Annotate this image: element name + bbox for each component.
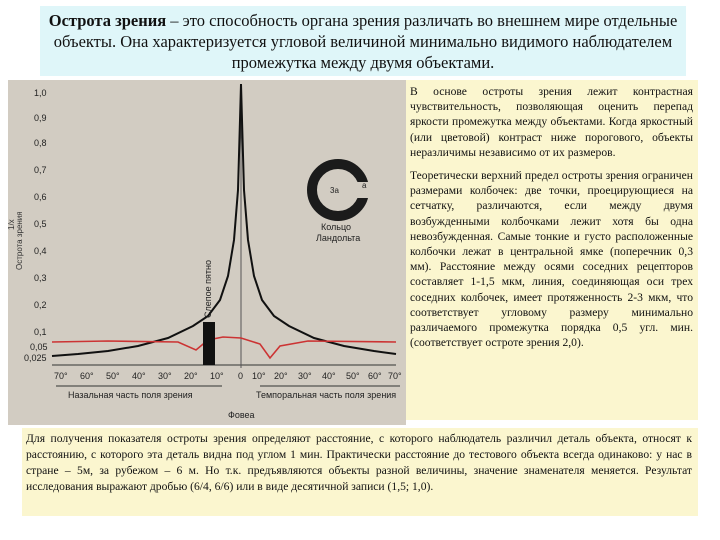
x-tick-t10: 10° <box>252 371 266 381</box>
y-tick-02: 0,2 <box>34 300 47 310</box>
ring-mark-a: 3а <box>330 186 339 195</box>
side-panel <box>410 84 693 358</box>
x-tick-n70: 70° <box>54 371 68 381</box>
x-tick-n30: 30° <box>158 371 172 381</box>
bottom-paragraph: Для получения показателя остроты зрения определяют расстояние, с которого наблюдатель различил деталь объекта, относят к расстоянию, с которого эта деталь видна под углом 1 мин. Практически расстояние до тестового объекта всегда одинаково: у нас в стране – 5м, за рубежом – 6 м. Но т.к. предъявляются объекты разной величины, значение знаменателя меняется. Результат исследования выражают дробью (6/4, 6/6) или в виде десятичной записи (1,5; 1,0). <box>26 432 692 493</box>
y-tick-09: 0,9 <box>34 113 47 123</box>
x-tick-n40: 40° <box>132 371 146 381</box>
y-tick-05: 0,5 <box>34 219 47 229</box>
y-tick-005: 0,05 <box>30 342 48 352</box>
y-tick-1: 1,0 <box>34 88 47 98</box>
temporal-label: Темпоральная часть поля зрения <box>256 390 397 400</box>
y-tick-07: 0,7 <box>34 165 47 175</box>
blind-spot-label: Слепое пятно <box>203 260 213 318</box>
y-tick-04: 0,4 <box>34 246 47 256</box>
x-tick-n20: 20° <box>184 371 198 381</box>
x-tick-t70: 70° <box>388 371 402 381</box>
x-tick-n60: 60° <box>80 371 94 381</box>
y-tick-08: 0,8 <box>34 138 47 148</box>
acuity-graph <box>8 80 406 425</box>
x-tick-t40: 40° <box>322 371 336 381</box>
y-axis-unit: 1/x <box>7 219 16 230</box>
ring-label-line1: Кольцо <box>321 222 352 232</box>
blind-spot-bar <box>203 322 215 365</box>
ring-label-line2: Ландольта <box>316 233 361 243</box>
y-tick-03: 0,3 <box>34 273 47 283</box>
slide-title <box>40 10 686 73</box>
y-tick-01: 0,1 <box>34 327 47 337</box>
y-tick-0025: 0,025 <box>24 353 47 363</box>
x-tick-t50: 50° <box>346 371 360 381</box>
side-paragraph: Теоретически верхний предел остроты зрения ограничен размерами колбочек: две точки, проецирующиеся на сетчатку, различаются, если между двумя возбужденными колбочками лежит хотя бы одна невозбужденная. Самые тонкие и густо расположенные колбочки лежат в центральной ямке (поперечник 0,3 мм). Расстояние между осями соседних рецепторов составляет 1-1,5 мкм, линия, соединяющая оси трех соседних колбочек, имеет протяженность 2-3 мкм, что соответствует угловому размеру минимально различаемого промежутка порядка 0,5 угл. мин. (соответствует остроте зрения 2,0). <box>410 169 693 350</box>
x-tick-0: 0 <box>238 371 244 381</box>
x-tick-n50: 50° <box>106 371 120 381</box>
acuity-figure <box>8 80 406 425</box>
ring-mark-b: а <box>362 181 367 190</box>
x-tick-t30: 30° <box>298 371 312 381</box>
title-term: Острота зрения <box>48 11 167 30</box>
x-tick-t60: 60° <box>368 371 382 381</box>
nasal-label: Назальная часть поля зрения <box>68 390 193 400</box>
title-definition: – это способность органа зрения различать во внешнем мире отдельные объекты. Она характеризуется угловой величиной минимально видимого наблюдателем промежутка между двумя объектами. <box>53 11 678 72</box>
x-tick-t20: 20° <box>274 371 288 381</box>
fovea-label: Фовеа <box>228 410 255 420</box>
y-axis-label: Острота зрения <box>15 211 24 270</box>
x-tick-n10: 10° <box>210 371 224 381</box>
y-tick-06: 0,6 <box>34 192 47 202</box>
side-paragraph: В основе остроты зрения лежит контрастная чувствительность, позволяющая оценить перепад яркости промежутка между объектами. Когда яркостный (или цветовой) контраст ниже порогового, объекты неразличимы независимо от их размеров. <box>410 85 693 159</box>
